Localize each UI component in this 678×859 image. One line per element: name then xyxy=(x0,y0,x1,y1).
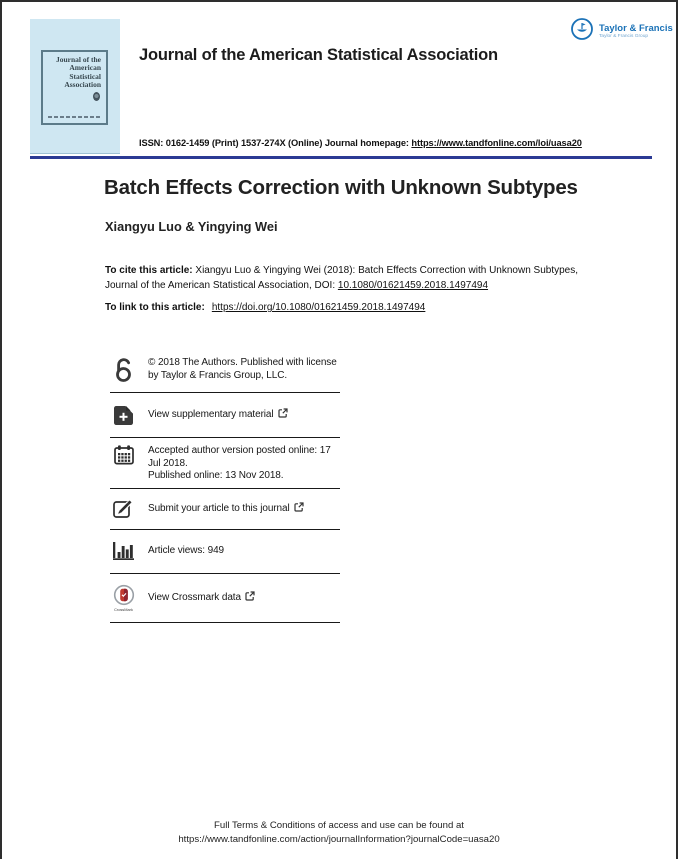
journal-cover-box xyxy=(41,50,108,125)
header-divider xyxy=(30,156,652,159)
submit-article-icon xyxy=(110,498,137,519)
publication-dates-row xyxy=(110,438,340,489)
crossmark-row[interactable] xyxy=(110,574,340,623)
external-link-icon xyxy=(245,591,255,601)
citation-block: To cite this article: Xiangyu Luo & Yingying Wei (2018): Batch Effects Correction with Unknown Subtypes, Journal of the American Statistical Association, DOI: 10.1080/01621459.2018.1497494 xyxy=(105,265,579,291)
bar-chart-icon xyxy=(110,542,137,560)
calendar-icon xyxy=(110,445,137,465)
article-link-line: To link to this article: https://doi.org/10.1080/01621459.2018.1497494 xyxy=(105,302,426,313)
article-authors: Xiangyu Luo & Yingying Wei xyxy=(105,219,278,234)
submit-link[interactable]: Submit your article to this journal xyxy=(148,502,304,516)
article-views-row xyxy=(110,530,340,574)
external-link-icon xyxy=(294,502,304,512)
taylor-francis-globe-icon xyxy=(570,17,594,46)
crossmark-link[interactable]: View Crossmark data xyxy=(148,591,255,605)
taylor-francis-group: Taylor & Francis Group xyxy=(599,33,649,39)
article-info-list xyxy=(110,351,340,623)
supplementary-link[interactable]: View supplementary material xyxy=(148,408,288,422)
doi-link[interactable]: 10.1080/01621459.2018.1497494 xyxy=(337,279,489,291)
submit-row[interactable] xyxy=(110,489,340,530)
journal-title: Journal of the American Statistical Association xyxy=(139,46,498,64)
crossmark-icon xyxy=(110,584,137,612)
issn-homepage-line: ISSN: 0162-1459 (Print) 1537-274X (Online) Journal homepage: https://www.tandfonline.com/loi/uasa20 xyxy=(139,138,582,148)
external-link-icon xyxy=(278,408,288,418)
supplementary-row[interactable] xyxy=(110,393,340,438)
article-views: Article views: 949 xyxy=(148,544,225,556)
journal-cover-title: Journal of the American Statistical Association xyxy=(56,55,101,90)
taylor-francis-logo xyxy=(570,17,673,46)
journal-cover-thumbnail xyxy=(30,19,120,154)
terms-footer xyxy=(2,819,676,847)
supplementary-material-icon xyxy=(110,406,137,425)
license-text: © 2018 The Authors. Published with license by Taylor & Francis Group, LLC. xyxy=(148,357,337,381)
terms-url[interactable]: https://www.tandfonline.com/action/journalInformation?journalCode=uasa20 xyxy=(178,833,500,845)
article-title: Batch Effects Correction with Unknown Subtypes xyxy=(104,176,578,199)
crossmark-caption: CrossMark xyxy=(114,606,133,612)
cover-issue-line xyxy=(48,116,101,119)
publication-dates: Accepted author version posted online: 17 Jul 2018. Published online: 13 Nov 2018. xyxy=(148,445,331,481)
publisher-seal-icon xyxy=(93,92,100,101)
terms-text: Full Terms & Conditions of access and use can be found at xyxy=(214,820,464,831)
license-row xyxy=(110,351,340,393)
journal-homepage-link[interactable]: https://www.tandfonline.com/loi/uasa20 xyxy=(411,138,582,148)
open-access-icon xyxy=(110,356,137,383)
taylor-francis-name: Taylor & Francis xyxy=(599,22,673,34)
doi-url-link[interactable]: https://doi.org/10.1080/01621459.2018.1497494 xyxy=(211,302,426,313)
